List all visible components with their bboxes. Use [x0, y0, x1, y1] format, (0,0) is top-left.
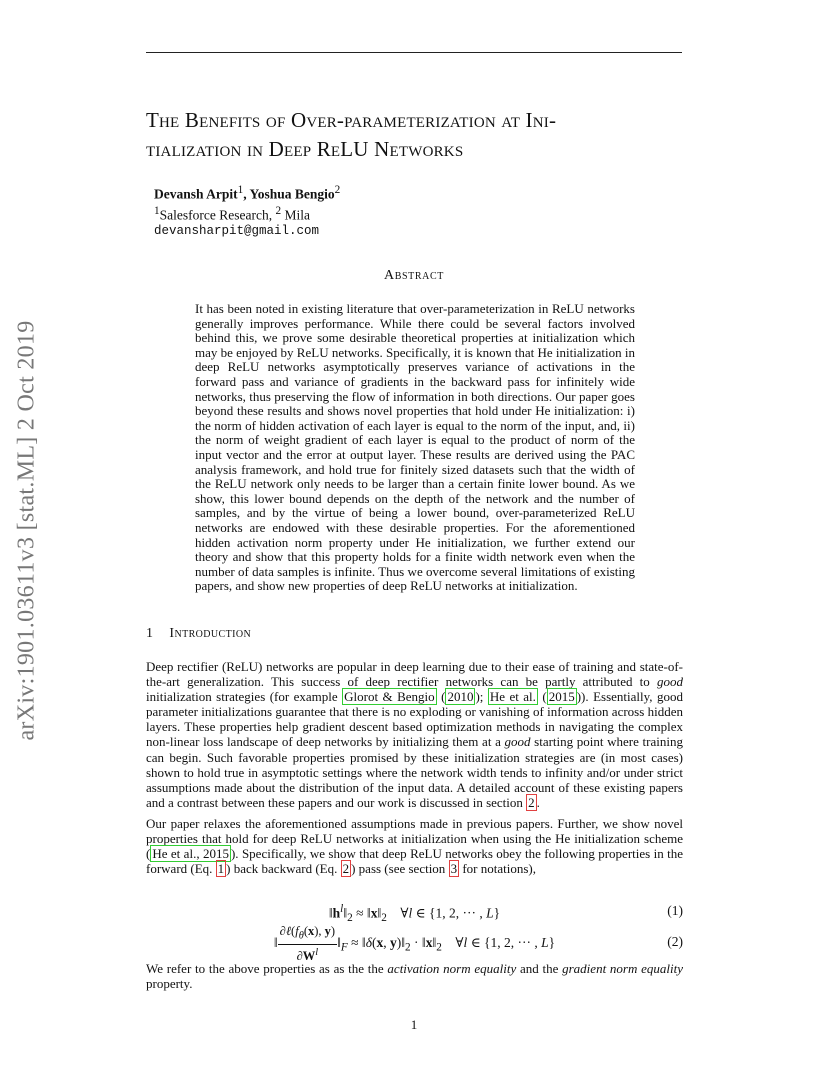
text-run: ) back backward (Eq.: [226, 861, 341, 877]
emphasis: gradient norm equality: [562, 961, 683, 976]
text-run: );: [475, 689, 488, 705]
equation-1-tag: (1): [667, 903, 683, 918]
author-names: [154, 182, 340, 203]
affil-mark-2: 2: [275, 204, 282, 217]
top-rule: [146, 52, 682, 53]
citation-link[interactable]: He et al.: [489, 689, 536, 705]
page-number: 1: [410, 1017, 418, 1032]
intro-paragraph-2: [146, 816, 683, 876]
paper-title: [146, 106, 706, 164]
equation-2-body: ‖ $\frac{\partial\ell(f_\theta(x), y)}{\partial W^l}$ $‖_F$ ≈ ‖δ(x, $y)‖_2$ · $‖x‖_2$ ∀l ∈ {1, 2, ··· , L}: [273, 924, 556, 963]
equation-2-fraction: $\frac{\partial\ell(f_\theta(x), y)}{\partial W^l}$: [279, 924, 336, 963]
equation-ref-link[interactable]: 1: [217, 861, 225, 877]
affiliation-2: Mila: [281, 207, 310, 222]
author-2-affil-mark: 2: [334, 184, 341, 196]
citation-year-link[interactable]: 2010: [447, 689, 474, 705]
text-run: We refer to the above properties as as the the: [146, 961, 388, 976]
text-run: (: [436, 689, 446, 705]
text-run: Our paper relaxes the aforementioned assumptions made in previous papers. Further, we show novel properties that hold for deep ReLU networks at initialization when using the He initialization scheme (: [146, 816, 683, 862]
text-run: starting point where training can begin. Such favorable properties promised by these initialization strategies are (in most cases) shown to hold true in asymptotic settings where the network width tends to infinity and/or under strict assumptions made about the distribution of the input data. A detailed account of these existing papers and a contrast between these papers and our work is discussed in section: [146, 734, 683, 810]
author-separator: ,: [243, 186, 250, 202]
intro-paragraph-1: [146, 659, 683, 810]
citation-link[interactable]: Glorot & Bengio: [344, 689, 435, 705]
author-block: [154, 182, 340, 240]
author-email[interactable]: devansharpit@gmail.com: [154, 224, 320, 238]
arxiv-identifier: arXiv:1901.03611v3 [stat.ML] 2 Oct 2019: [13, 319, 40, 741]
text-run: initialization strategies (for example: [146, 689, 343, 705]
emphasis: good: [657, 674, 683, 690]
abstract-text: It has been noted in existing literature that over-parameterization in ReLU networks generally improves performance. While there could be several factors involved behind this, we prove some desirable theoretical properties at initialization which may be enjoyed by ReLU networks. Specifically, it is known that He initialization in deep ReLU networks asymptotically preserves variance of activations in the forward pass and variance of gradients in the backward pass for infinitely wide networks, thus preserving the flow of information in both directions. Our paper goes beyond these results and shows novel properties that hold under He initialization: i) the norm of hidden activation of each layer is equal to the norm of the input, and, ii) the norm of weight gradient of each layer is equal to the product of norm of the input vector and the error at output layer. These results are derived using the PAC analysis framework, and hold true for finitely sized datasets such that the width of the ReLU network only needs to be larger than a certain finite lower bound. As we show, this lower bound depends on the depth of the network and the number of samples, and by the virtue of being a lower bound, over-parameterized ReLU networks are endowed with these desirable properties. For the aforementioned hidden activation norm property under He initialization, we further extend our theory and show that this property holds for a finite width network even when the number of data samples is infinite. Thus we overcome several limitations of existing papers, and show new properties of deep ReLU networks at initialization.: [195, 301, 635, 594]
section-title: Introduction: [169, 626, 252, 641]
section-ref-link[interactable]: 3: [450, 861, 458, 877]
affiliation-1: Salesforce Research,: [159, 207, 276, 222]
author-1: Devansh Arpit: [154, 186, 238, 202]
citation-link[interactable]: He et al., 2015: [152, 846, 229, 862]
text-run: ) pass (see section: [351, 861, 449, 877]
text-run: and the: [516, 961, 563, 976]
citation-year-link[interactable]: 2015: [548, 689, 575, 705]
section-number: 1: [146, 626, 154, 641]
text-run: (: [537, 689, 547, 705]
abstract-heading: Abstract: [384, 268, 444, 283]
affil-mark-1: 1: [154, 204, 160, 217]
text-run: ). Specifically, we show that deep ReLU networks obey the following properties in the forward (Eq.: [146, 846, 683, 877]
emphasis: activation norm equality: [387, 961, 517, 976]
section-ref-link[interactable]: 2: [528, 794, 535, 810]
equation-2-tag: (2): [667, 934, 683, 949]
author-2: Yoshua Bengio: [249, 186, 335, 202]
author-1-affil-mark: 1: [237, 184, 244, 196]
section-heading: [146, 626, 251, 642]
arxiv-sidebar: [6, 290, 48, 770]
equation-ref-link[interactable]: 2: [342, 861, 350, 877]
title-line-1: The Benefits of Over-parameterization at Ini-: [146, 108, 557, 132]
intro-paragraph-3: [146, 961, 683, 991]
emphasis: good: [504, 734, 531, 750]
text-run: .: [536, 794, 540, 810]
text-run: for notations),: [459, 861, 536, 877]
text-run: Deep rectifier (ReLU) networks are popular in deep learning due to their ease of training and state-of-the-art generalization. This success of deep rectifier networks can be partly attributed to: [146, 659, 683, 690]
title-line-2: tialization in Deep ReLU Networks: [146, 137, 464, 161]
affiliations: [154, 203, 340, 224]
text-run: property.: [146, 976, 193, 992]
equation-1-body: $‖h^l‖_2$ ≈ $‖x‖_2$ ∀l ∈ {1, 2, ··· , L}: [328, 903, 501, 925]
text-run: )). Essentially, good parameter initializations guarantee that there is no exploding or vanishing of information across hidden layers. These properties help gradient descent based optimization methods in navigating the complex non-linear loss landscape of deep networks by initializing them at a: [146, 689, 683, 750]
